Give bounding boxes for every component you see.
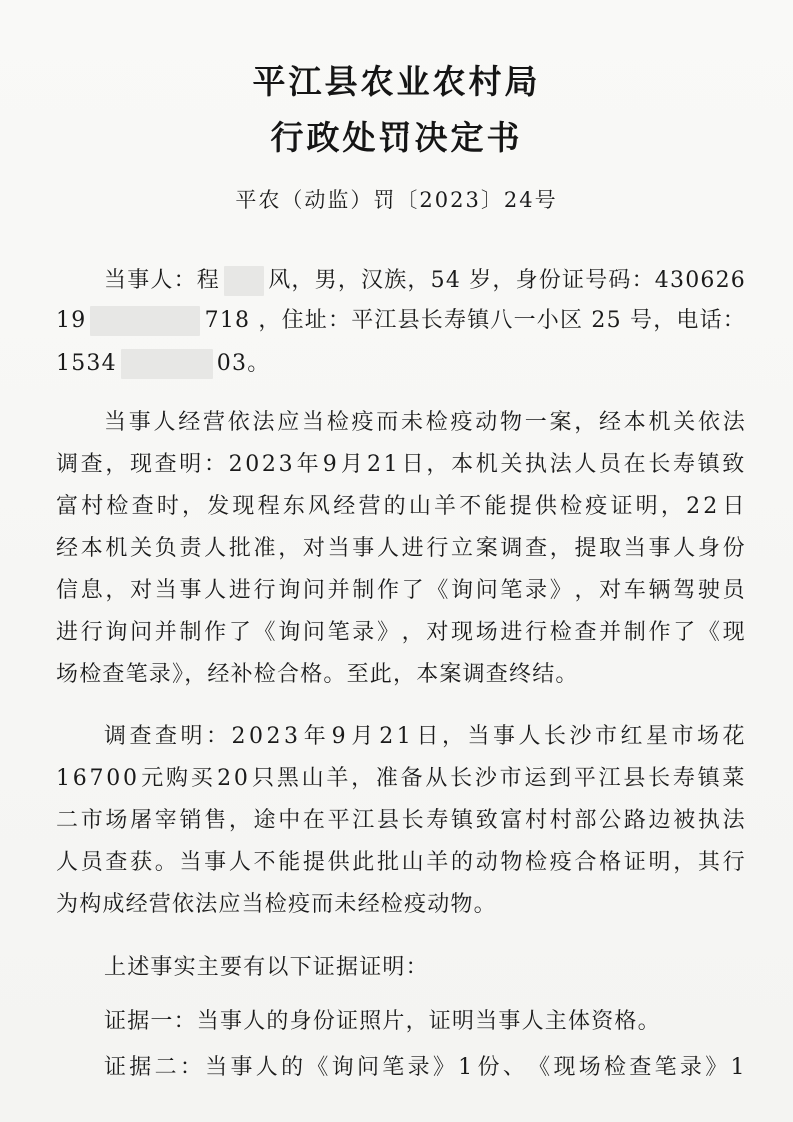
findings-line: 为构成经营依法应当检疫而未经检疫动物。 (56, 892, 497, 917)
redaction-mark (224, 266, 264, 296)
case-line: 进 行 询 问 并 制 作 了 《 询 问 笔 录 》 ， 对 现 场 进 行 检 查 并 制 作 了 《 现 (56, 620, 746, 645)
case-line: 富 村 检 查 时 ， 发 现 程 东 风 经 营 的 山 羊 不 能 提 供 检 疫 证 明 ， 2 2 日 (56, 494, 746, 519)
findings-line: 二 市 场 屠 宰 销 售 ， 途 中 在 平 江 县 长 寿 镇 致 富 村 村 部 公 路 边 被 执 法 (56, 808, 746, 833)
case-line: 调 查 ， 现 查 明 ： 2 0 2 3 年 9 月 2 1 日 ， 本 机 关 执 法 人 员 在 长 寿 镇 致 (56, 452, 746, 477)
party-line-2 (56, 302, 746, 340)
party-line-3 (56, 345, 746, 383)
org-title: 平江县农业农村局 (252, 62, 541, 101)
case-line: 经 本 机 关 负 责 人 批 准 ， 对 当 事 人 进 行 立 案 调 查 ， 提 取 当 事 人 身 份 (56, 536, 746, 561)
document-number: 平农（动监）罚〔2023〕24号 (235, 188, 558, 212)
party-info-text: 风，男，汉族，54 岁，身份证号码：430626 (268, 268, 746, 293)
id-number-prefix: 19 (56, 308, 87, 333)
evidence-item-1: 证据一：当事人的身份证照片，证明当事人主体资格。 (104, 1009, 661, 1034)
document-type-title: 行政处罚决定书 (270, 118, 523, 157)
phone-prefix: 1534 (56, 351, 117, 376)
evidence-item-2: 证 据 二 ： 当 事 人 的 《 询 问 笔 录 》 1 份 、 《 现 场 检 查 笔 录 》 1 (104, 1055, 746, 1080)
phone-suffix: 03。 (216, 351, 271, 376)
findings-line: 人 员 查 获 。 当 事 人 不 能 提 供 此 批 山 羊 的 动 物 检 疫 合 格 证 明 ， 其 行 (56, 850, 746, 875)
case-line: 当 事 人 经 营 依 法 应 当 检 疫 而 未 检 疫 动 物 一 案 ， 经 本 机 关 依 法 (104, 410, 746, 435)
findings-line: 1 6 7 0 0 元 购 买 2 0 只 黑 山 羊 ， 准 备 从 长 沙 市 运 到 平 江 县 长 寿 镇 菜 (56, 766, 746, 791)
evidence-intro: 上述事实主要有以下证据证明： (104, 955, 429, 980)
party-name-prefix: 当事人：程 (104, 268, 221, 293)
redaction-mark (90, 306, 200, 336)
address-text: 718 ，住址：平江县长寿镇八一小区 25 号，电话： (204, 308, 746, 333)
party-line-1 (104, 262, 746, 300)
findings-line: 调 查 查 明 ： 2 0 2 3 年 9 月 2 1 日 ， 当 事 人 长 沙 市 红 星 市 场 花 (104, 724, 746, 749)
case-line: 场检查笔录》，经补检合格。至此，本案调查终结。 (56, 662, 579, 687)
redaction-mark (121, 349, 213, 379)
case-line: 信 息 ， 对 当 事 人 进 行 询 问 并 制 作 了 《 询 问 笔 录 》 ， 对 车 辆 驾 驶 员 (56, 578, 746, 603)
